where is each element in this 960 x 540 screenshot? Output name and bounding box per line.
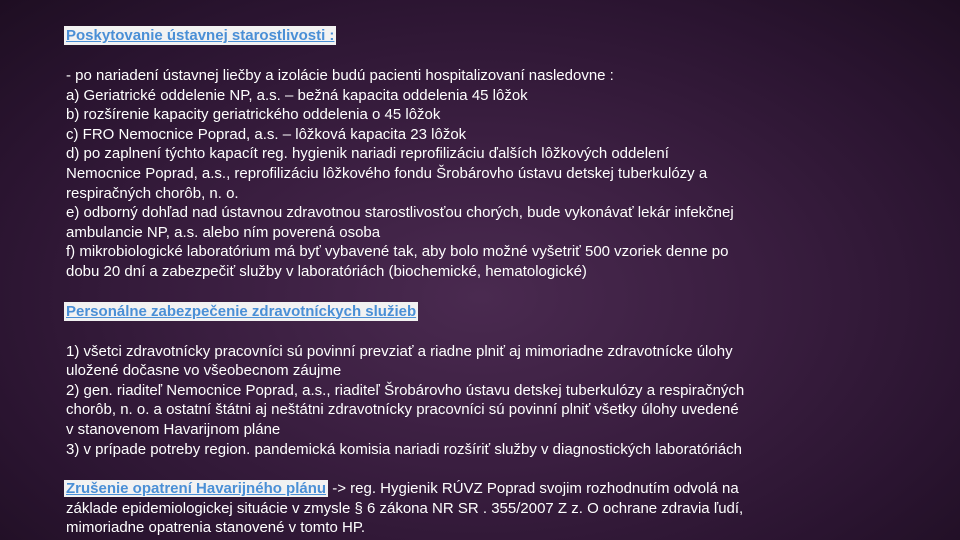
section2-line: 3) v prípade potreby region. pandemická komisia nariadi rozšíriť služby v diagnostických laboratóriách	[66, 440, 742, 458]
section3-first-line	[66, 479, 926, 499]
section3-line: základe epidemiologickej situácie v zmysle § 6 zákona NR SR . 355/2007 Z z. O ochrane zdravia ľudí,	[66, 499, 744, 517]
section1-line: b) rozšírenie kapacity geriatrického oddelenia o 45 lôžok	[66, 106, 441, 124]
section1-line: Nemocnice Poprad, a.s., reprofilizáciu lôžkového fondu Šrobárovho ústavu detskej tuberkulózy a	[66, 164, 708, 182]
spacer	[66, 282, 926, 302]
spacer	[66, 46, 926, 66]
section1-line: e) odborný dohľad nad ústavnou zdravotnou starostlivosťou chorých, bude vykonávať lekár infekčnej	[66, 204, 734, 222]
section2-line: chorôb, n. o. a ostatní štátni aj neštátni zdravotnícky pracovníci sú povinní plniť všetky úlohy uvedené	[66, 401, 739, 419]
section1-line: d) po zaplnení týchto kapacít reg. hygienik nariadi reprofilizáciu ďalších lôžkových oddelení	[66, 145, 669, 163]
section3-body	[66, 479, 926, 538]
section1-line: f) mikrobiologické laboratórium má byť vybavené tak, aby bolo možné vyšetriť 500 vzoriek denne po	[66, 243, 729, 261]
section1-line: - po nariadení ústavnej liečby a izolácie budú pacienti hospitalizovaní nasledovne :	[66, 67, 614, 84]
slide-content	[66, 26, 926, 538]
section1-line: c) FRO Nemocnice Poprad, a.s. – lôžková kapacita 23 lôžok	[66, 125, 467, 143]
section2-title-line	[66, 302, 926, 322]
spacer	[66, 322, 926, 342]
section1-title-line	[66, 26, 926, 46]
section1-title: Poskytovanie ústavnej starostlivosti :	[66, 27, 335, 44]
section3-first-line-rest: -> reg. Hygienik RÚVZ Poprad svojim rozhodnutím odvolá na	[328, 480, 739, 498]
section2-line: v stanovenom Havarijnom pláne	[66, 420, 281, 438]
section2-line: 1) všetci zdravotnícky pracovníci sú povinní prevziať a riadne plniť aj mimoriadne zdravotnícke úlohy	[66, 342, 733, 360]
section1-line: a) Geriatrické oddelenie NP, a.s. – bežná kapacita oddelenia 45 lôžok	[66, 86, 528, 104]
section2-title: Personálne zabezpečenie zdravotníckych služieb	[66, 302, 417, 320]
section2-line: 2) gen. riaditeľ Nemocnice Poprad, a.s., riaditeľ Šrobárovho ústavu detskej tuberkulózy a respiračných	[66, 381, 745, 399]
section1-line: respiračných chorôb, n. o.	[66, 184, 239, 202]
spacer	[66, 459, 926, 479]
section1-body	[66, 66, 926, 282]
section3-title: Zrušenie opatrení Havarijného plánu	[66, 480, 327, 498]
section2-line: uložené dočasne vo všeobecnom záujme	[66, 362, 342, 380]
section1-line: dobu 20 dní a zabezpečiť služby v laboratóriách (biochemické, hematologické)	[66, 262, 587, 280]
section3-line: mimoriadne opatrenia stanovené v tomto HP.	[66, 519, 366, 537]
section1-line: ambulancie NP, a.s. alebo ním poverená osoba	[66, 223, 381, 241]
section2-body	[66, 342, 926, 460]
